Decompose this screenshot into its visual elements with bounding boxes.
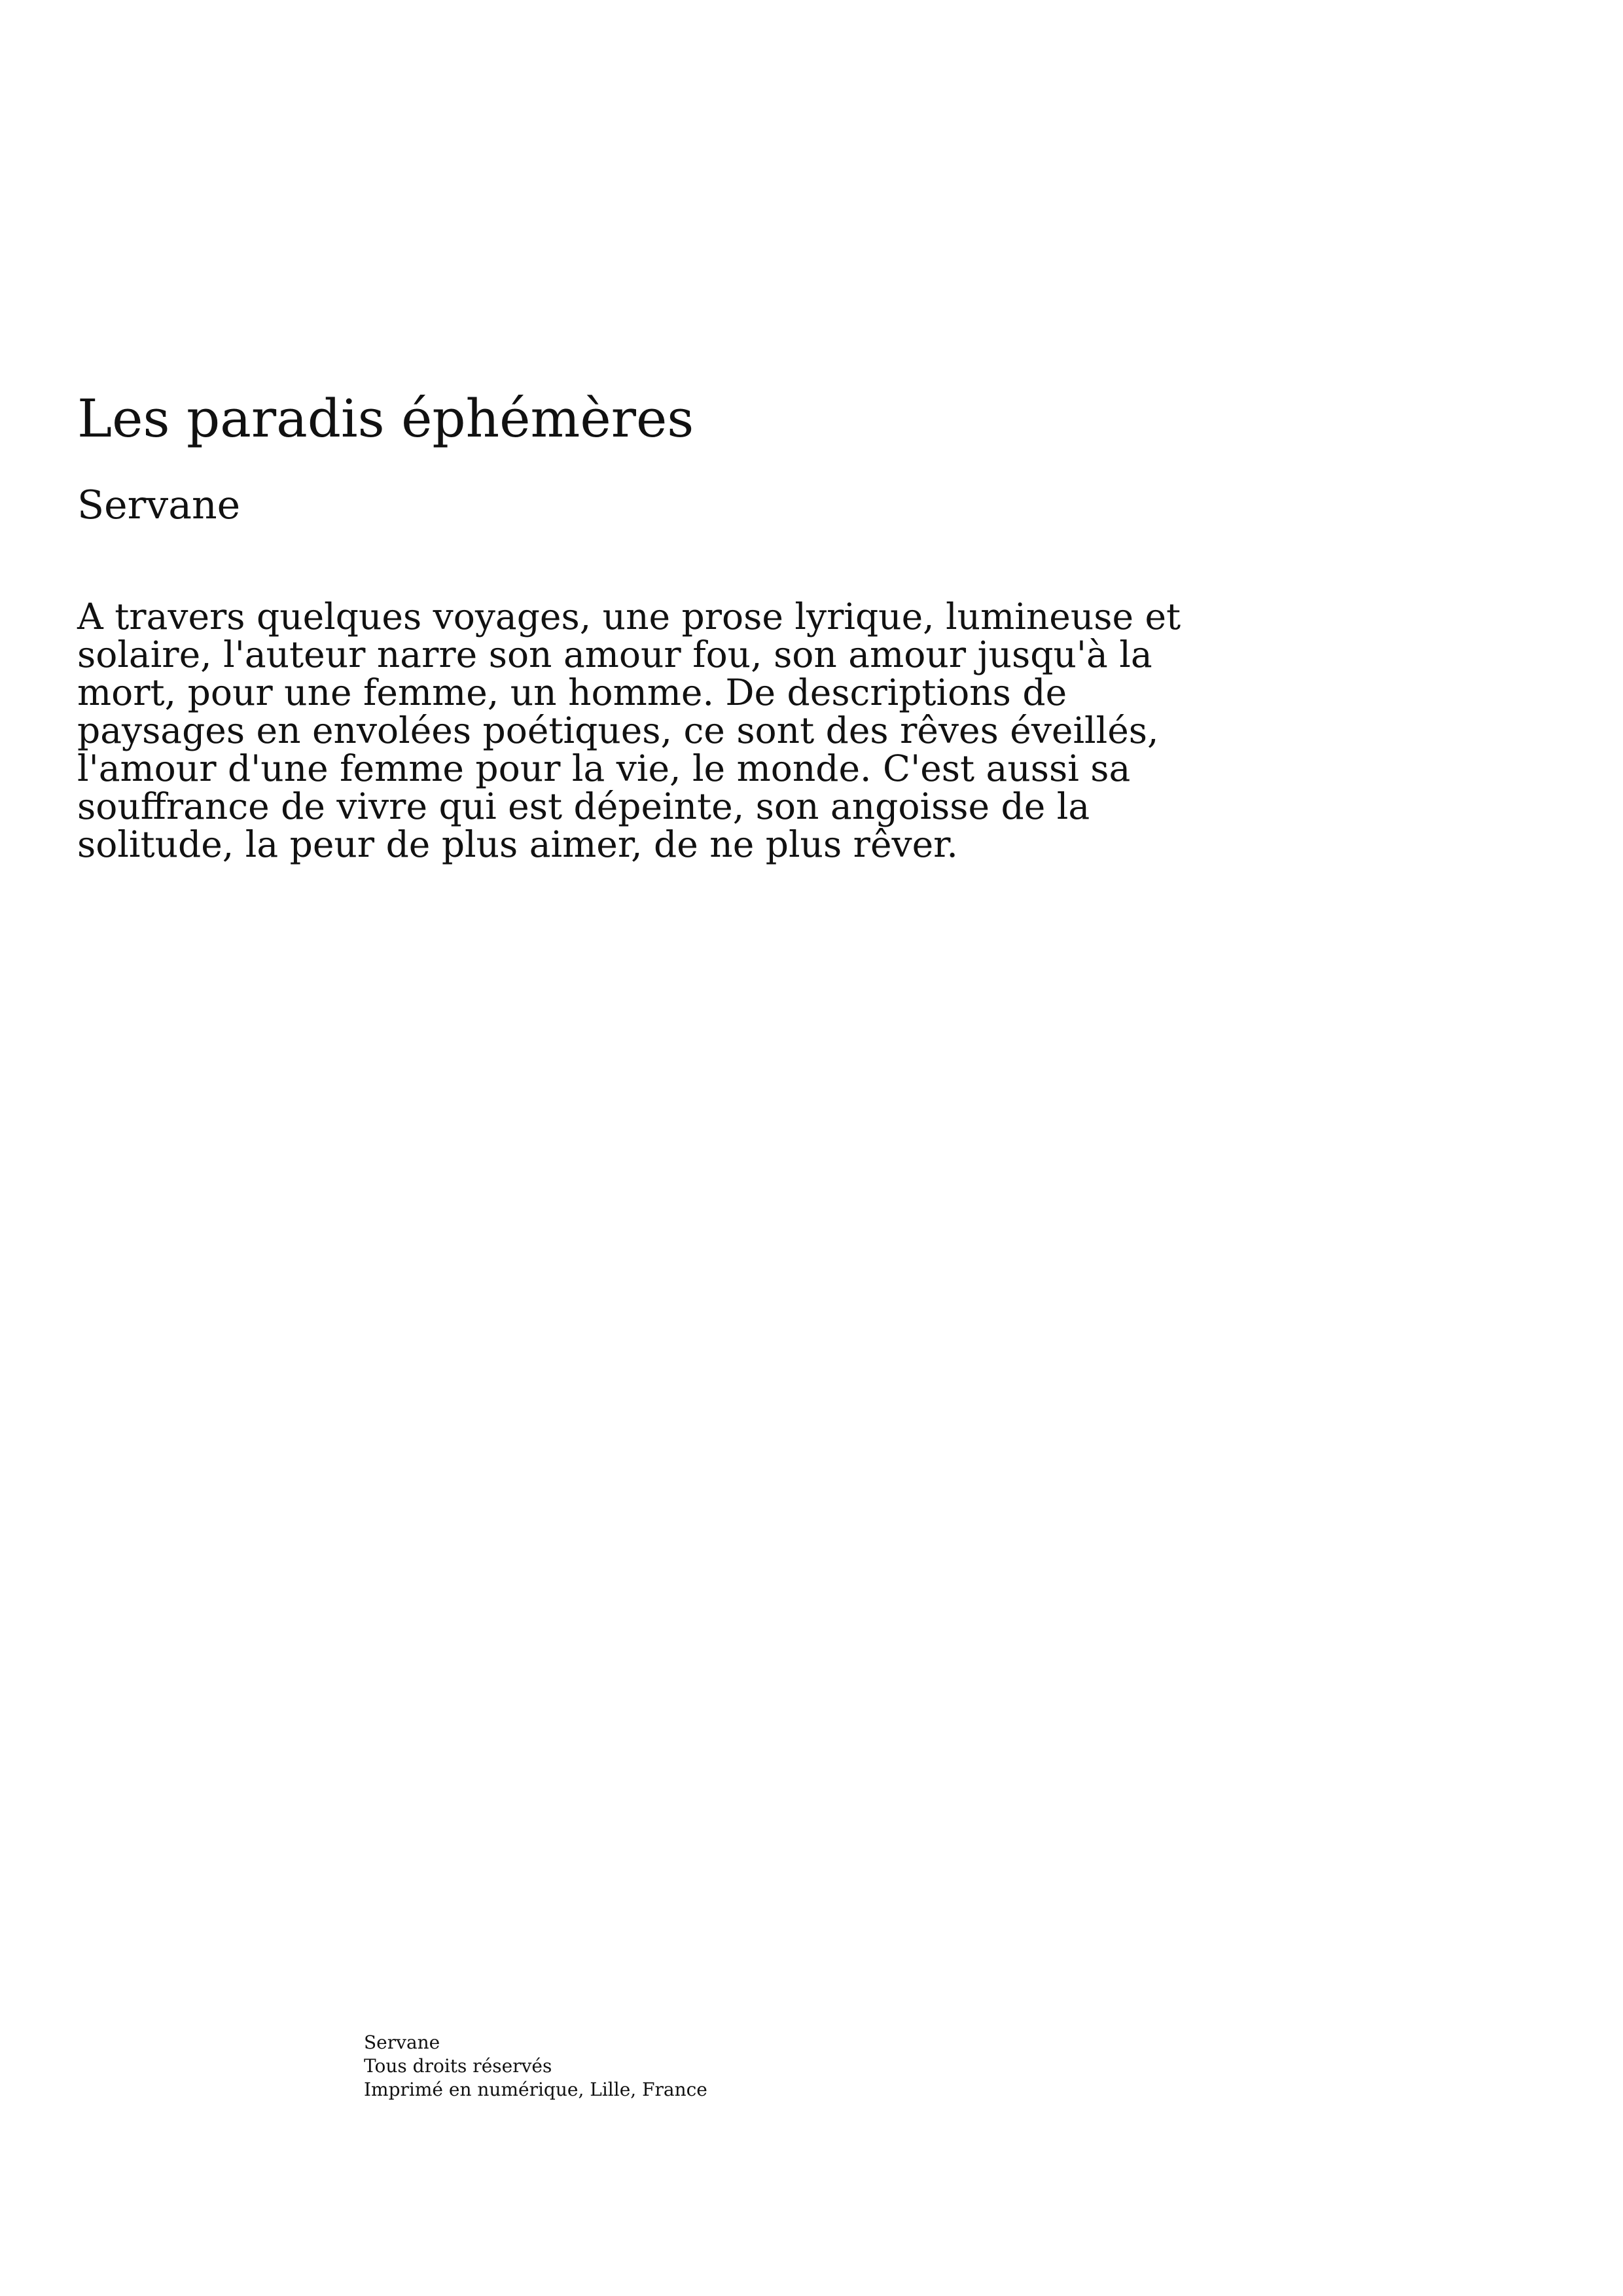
imprint-printing-location: Imprimé en numérique, Lille, France [364,2079,707,2100]
book-title: Les paradis éphémères [77,388,694,449]
imprint-author: Servane [364,2032,440,2053]
imprint-block [364,2031,1018,2102]
book-author: Servane [77,482,241,528]
book-summary: A travers quelques voyages, une prose lyrique, lumineuse et solaire, l'auteur narre son amour fou, son amour jusqu'à la mort, pour une femme, un homme. De descriptions de paysages en envolées poétiques, ce sont des rêves éveillés, l'amour d'une femme pour la vie, le monde. C'est aussi sa souffrance de vivre qui est dépeinte, son angoisse de la solitude, la peur de plus aimer, de ne plus rêver. [77,596,1181,865]
imprint-rights: Tous droits réservés [364,2055,552,2077]
